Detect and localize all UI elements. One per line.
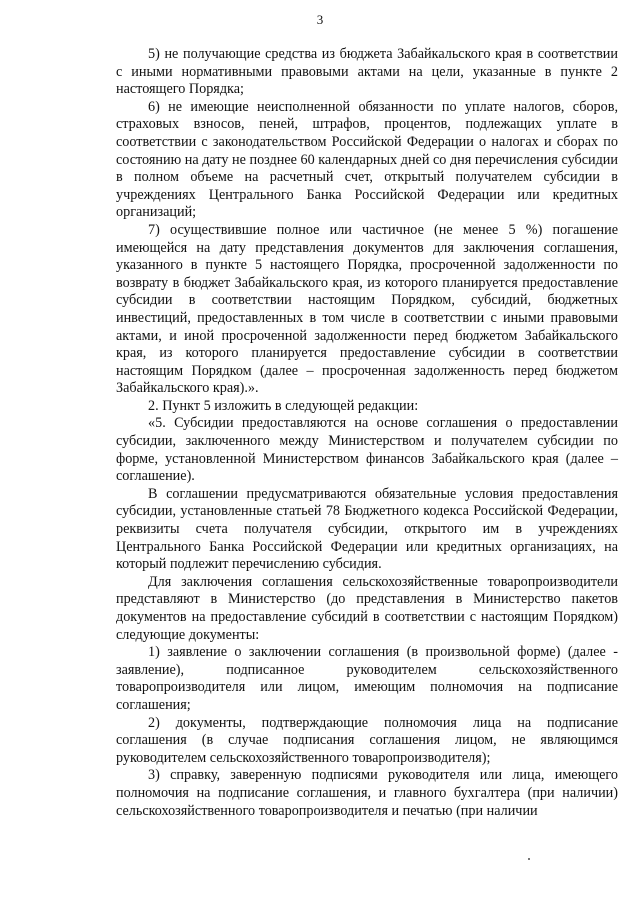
paragraph-documents-intro: Для заключения соглашения сельскохозяйственные товаропроизводители представляют в Министерство (до представления в Министерство пакетов документов на предоставление субсидий в соответствии с настоящим Порядком) следующие документы: xyxy=(116,573,618,643)
paragraph-item-7: 7) осуществившие полное или частичное (не менее 5 %) погашение имеющейся на дату представления документов для заключения соглашения, указанного в пункте 5 настоящего Порядка, просроченной задолженности по возврату в бюджет Забайкальского края, из которого планируется предоставление субсидии в соответствии настоящим Порядком, субсидий, бюджетных инвестиций, предоставленных в том числе в соответствии с иными правовыми актами, и иной просроченной задолженности перед бюджетом Забайкальского края, из которого планируется предоставление субсидии в соответствии настоящим Порядком (далее – просроченная задолженность перед бюджетом Забайкальского края).». xyxy=(116,221,618,397)
paragraph-doc-3: 3) справку, заверенную подписями руководителя или лица, имеющего полномочия на подписание соглашения, и главного бухгалтера (при наличии) сельскохозяйственного товаропроизводителя и печатью (при наличии xyxy=(116,767,618,819)
page-number: 3 xyxy=(316,12,324,27)
paragraph-doc-2: 2) документы, подтверждающие полномочия лица на подписание соглашения (в случае подписания соглашения лицом, не являющимся руководителем сельскохозяйственного товаропроизводителя); xyxy=(116,714,618,766)
paragraph-clause-5: «5. Субсидии предоставляются на основе соглашения о предоставлении субсидии, заключенного между Министерством и получателем субсидии по форме, установленной Министерством финансов Забайкальского края (далее – соглашение). xyxy=(116,415,618,485)
document-body xyxy=(116,46,618,820)
paragraph-item-5: 5) не получающие средства из бюджета Забайкальского края в соответствии с иными нормативными правовыми актами на цели, указанные в пункте 2 настоящего Порядка; xyxy=(116,46,618,98)
paragraph-amendment-2: 2. Пункт 5 изложить в следующей редакции: xyxy=(148,397,419,414)
scan-speck xyxy=(528,858,530,860)
paragraph-agreement-terms: В соглашении предусматриваются обязательные условия предоставления субсидии, установленные статьей 78 Бюджетного кодекса Российской Федерации, реквизиты счета получателя субсидии, открытого им в учреждениях Центрального Банка Российской Федерации или кредитных организациях, на который подлежит перечислению субсидия. xyxy=(116,485,618,573)
paragraph-doc-1: 1) заявление о заключении соглашения (в произвольной форме) (далее - заявление), подписанное руководителем сельскохозяйственного товаропроизводителя или лицом, имеющим полномочия на подписание соглашения; xyxy=(116,644,618,713)
paragraph-item-6: 6) не имеющие неисполненной обязанности по уплате налогов, сборов, страховых взносов, пеней, штрафов, процентов, подлежащих уплате в соответствии с законодательством Российской Федерации о налогах и сборах по состоянию на дату не позднее 60 календарных дней со дня перечисления субсидии в полном объеме на расчетный счет, открытый получателем субсидии в учреждениях Центрального Банка Российской Федерации или кредитных организаций; xyxy=(116,98,618,221)
